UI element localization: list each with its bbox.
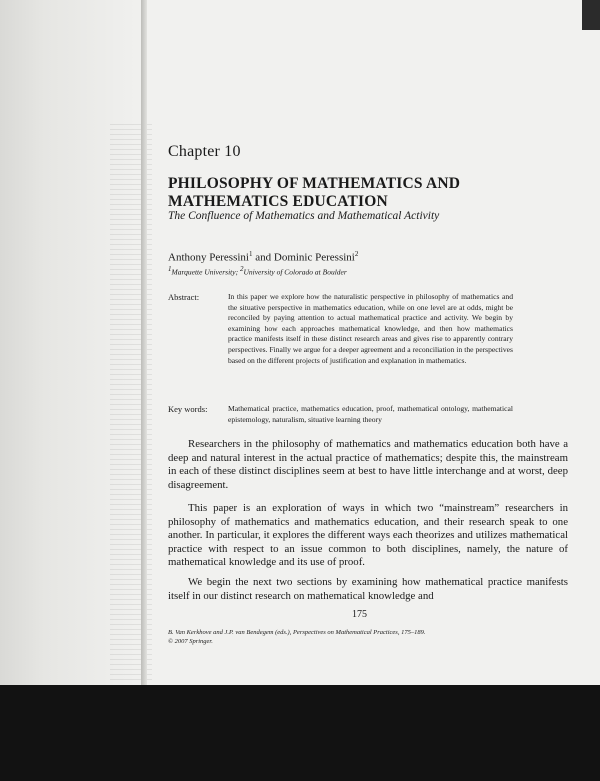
- scanner-background: [0, 685, 600, 781]
- chapter-title: PHILOSOPHY OF MATHEMATICS AND MATHEMATICS EDUCATION: [168, 175, 461, 210]
- abstract-label: Abstract:: [168, 292, 200, 302]
- affiliation-name: Marquette University;: [171, 267, 239, 277]
- abstract-text: In this paper we explore how the naturalistic perspective in philosophy of mathematics and the situative perspective in mathematics education, while on one level are at odds, might be reconciled by paying attention to actual mathematical practice and activity. We begin by examining how each approaches mathematical knowledge, and then how mathematics practice manifests itself in these distinct research areas and gives rise to apparently contrary perspectives. Finally we argue for a deeper agreement and a reconciliation in the perspectives based on the different projects of justification and explanation in mathematics.: [228, 292, 513, 365]
- affiliation-line: [168, 265, 568, 277]
- page-number: 175: [352, 609, 367, 620]
- chapter-label: Chapter 10: [168, 143, 241, 160]
- copyright-line: © 2007 Springer.: [168, 638, 213, 645]
- affiliation-marker: 1: [248, 250, 253, 258]
- affiliation-marker: 2: [354, 250, 359, 258]
- author-line: [168, 250, 568, 264]
- body-paragraph: This paper is an exploration of ways in which two “mainstream” researchers in philosophy of mathematics and mathematics education, and their research speak to one another. In particular, it explores the different ways each theorizes and utilizes mathematical practice with respect to an issue common to both disciplines, namely, the nature of mathematical knowledge and its use of proof.: [168, 502, 568, 568]
- abstract-block: [168, 292, 568, 366]
- affiliation-name: University of Colorado at Boulder: [243, 267, 347, 277]
- keywords-text: Mathematical practice, mathematics education, proof, mathematical ontology, mathematical epistemology, naturalism, situative learning theory: [228, 404, 513, 424]
- affiliation-marker: 1: [168, 265, 172, 273]
- author-name: Anthony Peressini: [168, 251, 249, 264]
- keywords-block: [168, 404, 568, 425]
- affiliation-marker: 2: [239, 265, 244, 273]
- page-corner: [582, 0, 600, 30]
- author-name: Dominic Peressini: [273, 251, 355, 264]
- body-paragraph: We begin the next two sections by examining how mathematical practice manifests itself in our distinct research on mathematical knowledge and: [168, 576, 568, 602]
- page-left-margin-shadow: [0, 0, 148, 685]
- author-separator: and: [252, 251, 274, 264]
- citation-line: B. Van Kerkhove and J.P. van Bendegem (eds.), Perspectives on Mathematical Practices, 175–189.: [168, 629, 426, 636]
- citation-footnote: [168, 628, 568, 646]
- page-fold: [141, 0, 147, 685]
- keywords-label: Key words:: [168, 404, 208, 414]
- chapter-subtitle: The Confluence of Mathematics and Mathematical Activity: [168, 210, 440, 222]
- body-paragraph: Researchers in the philosophy of mathematics and mathematics education both have a deep and natural interest in the actual practice of mathematics; despite this, the mainstream in each of these distinct disciplines seem at best to have little interchange and at worst, deep disagreement.: [168, 438, 568, 491]
